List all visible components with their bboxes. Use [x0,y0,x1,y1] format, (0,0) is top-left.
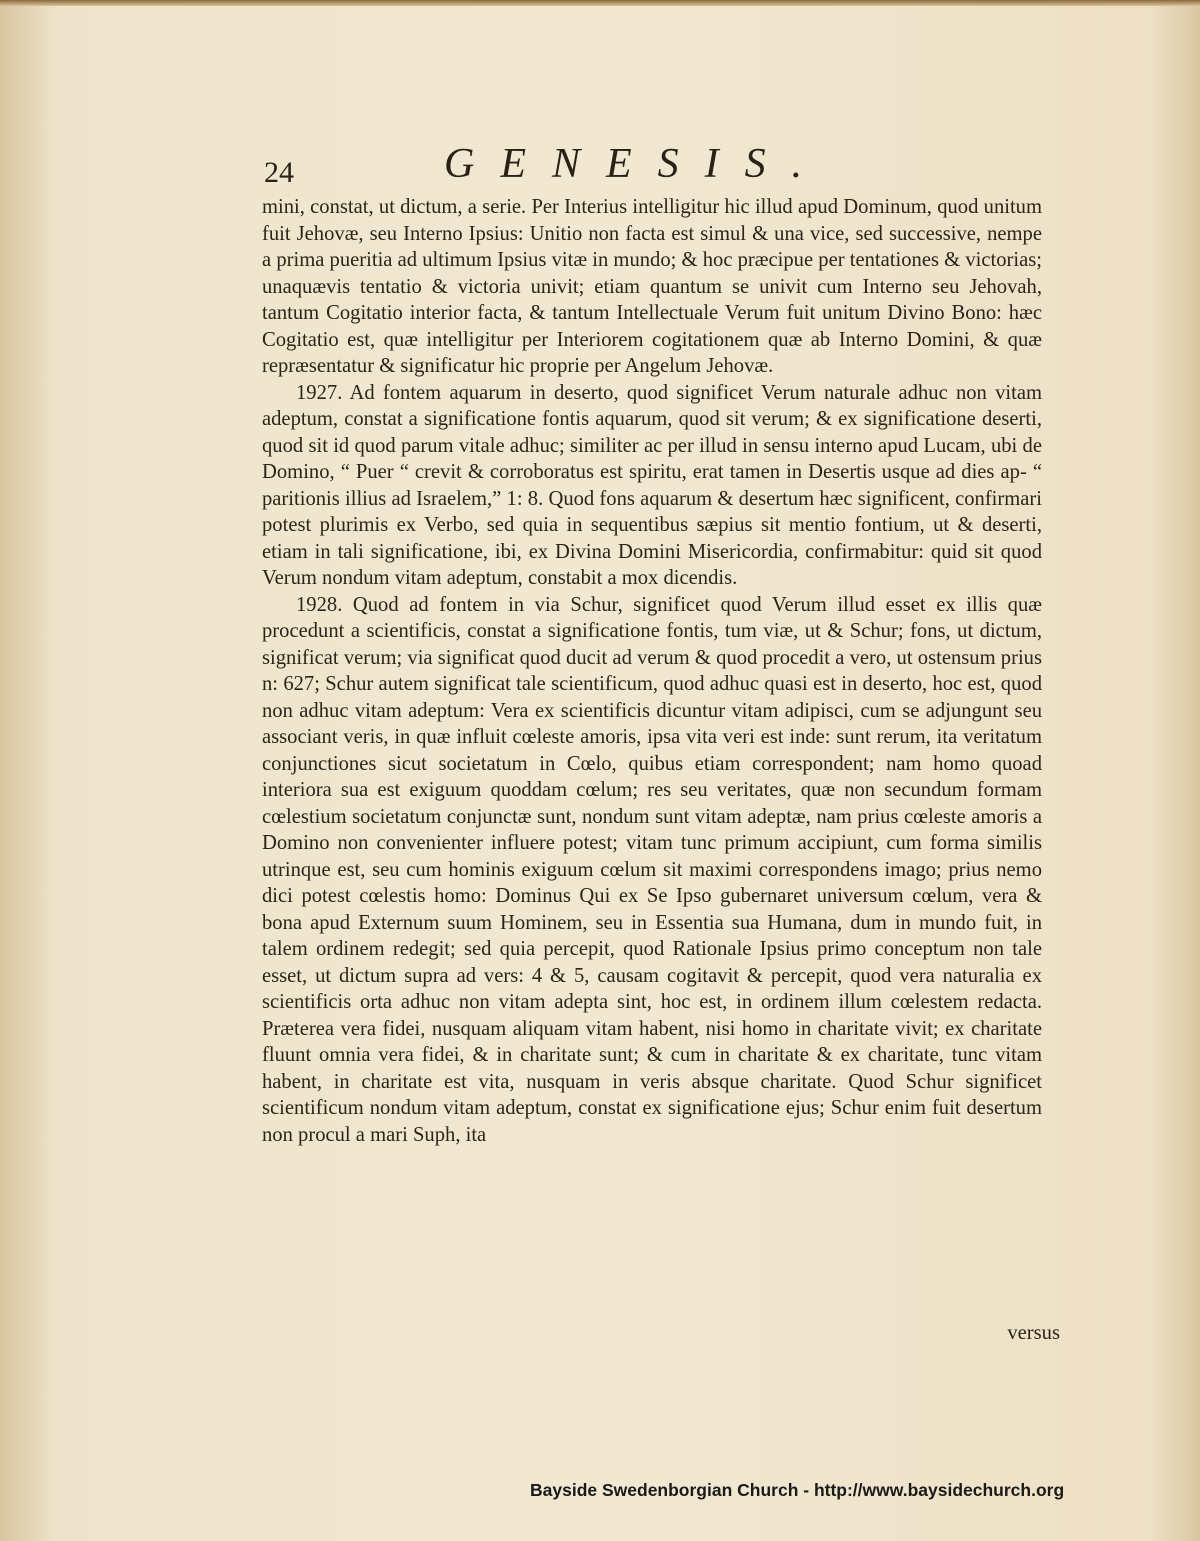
paragraph-1928: 1928. Quod ad fontem in via Schur, significet quod Verum illud esset ex illis quæ procedunt a scientificis, constat a significatione fontis, tum viæ, ut & Schur; fons, ut dictum, significat verum; via significat quod ducit ad verum & quod procedit a vero, ut ostensum prius n: 627; Schur autem significat tale scientificum, quod adhuc quasi est in deserto, hoc est, quod non adhuc vitam adeptum: Vera ex scientificis dicuntur vitam adipisci, cum se adjungunt seu associant veris, in quæ influit cœleste amoris, ipsa vita veri est inde: sunt rerum, ita veritatum conjunctiones sicut societatum in Cœlo, quibus etiam correspondent; nam homo quoad interiora sua est exiguum quoddam cœlum; res seu veritates, quæ non secundum formam cœlestium societatum conjunctæ sunt, nondum sunt vitam adeptæ, nam prius cœleste amoris a Domino non convenienter influere potest; vitam tunc primum accipiunt, cum forma similis utrinque est, seu cum hominis exiguum cœlum sit maximi correspondens imago; prius nemo dici potest cœlestis homo: Dominus Qui ex Se Ipso gubernaret universum cœlum, vera & bona apud Externum suum Hominem, seu in Essentia sua Humana, dum in mundo fuit, in talem ordinem redegit; sed quia percepit, quod Rationale Ipsius primo conceptum non tale esset, ut dictum supra ad vers: 4 & 5, causam cogitavit & percepit, quod vera naturalia ex scientificis orta adhuc non vitam adepta sint, hoc est, in ordinem illum cœlestem redacta. Præterea vera fidei, nusquam aliquam vitam habent, nisi homo in charitate vivit; ex charitate fluunt omnia vera fidei, & in charitate sunt; & cum in charitate & ex charitate, tunc vitam habent, in charitate est vita, nusquam in veris absque charitate. Quod Schur significet scientificum nondum vitam adeptum, constat ex significatione ejus; Schur enim fuit desertum non procul a mari Suph, ita [262,593,1042,1146]
body-text [262,194,1042,1148]
footer-credit-link[interactable]: Bayside Swedenborgian Church - http://www.baysidechurch.org [530,1480,1065,1500]
paragraph-continuation: mini, constat, ut dictum, a serie. Per Interius intelligitur hic illud apud Dominum, quod unitum fuit Jehovæ, seu Interno Ipsius: Unitio non facta est simul & una vice, sed successive, nempe a prima pueritia ad ultimum Ipsius vitæ in mundo; & hoc præcipue per tentationes & victorias; unaquævis tentatio & victoria univit; etiam quantum se univit cum Interno seu Jehovah, tantum Cogitatio interior facta, & tantum Intellectuale Verum fuit unitum Divino Bono: hæc Cogitatio est, quæ intelligitur per Interiorem cogitationem quæ ab Interno Domini, & quæ repræsentatur & significatur hic proprie per Angelum Jehovæ. [262,196,1042,377]
page-number: 24 [264,156,294,189]
running-title: GENESIS. [444,141,829,187]
page-header [258,140,1058,200]
paragraph-1927: 1927. Ad fontem aquarum in deserto, quod significet Verum naturale adhuc non vitam adeptum, constat a significatione fontis aquarum, quod sit verum; & ex significatione deserti, quod sit id quod parum vitale adhuc; similiter ac per illud in sensu interno apud Lucam, ubi de Domino, “ Puer “ crevit & corroboratus est spiritu, erat tamen in Desertis usque ad dies ap- “ paritionis illius ad Israelem,” 1: 8. Quod fons aquarum & desertum hæc significent, confirmari potest plurimis ex Verbo, sed quia in sequentibus sæpius sit mentio fontium, ut & deserti, etiam in tali significatione, ibi, ex Divina Domini Misericordia, confirmabitur: quid sit quod Verum nondum vitam adeptum, constabit a mox dicendis. [262,381,1042,589]
page-top-edge [0,0,1200,6]
catchword: versus [1007,1322,1060,1344]
